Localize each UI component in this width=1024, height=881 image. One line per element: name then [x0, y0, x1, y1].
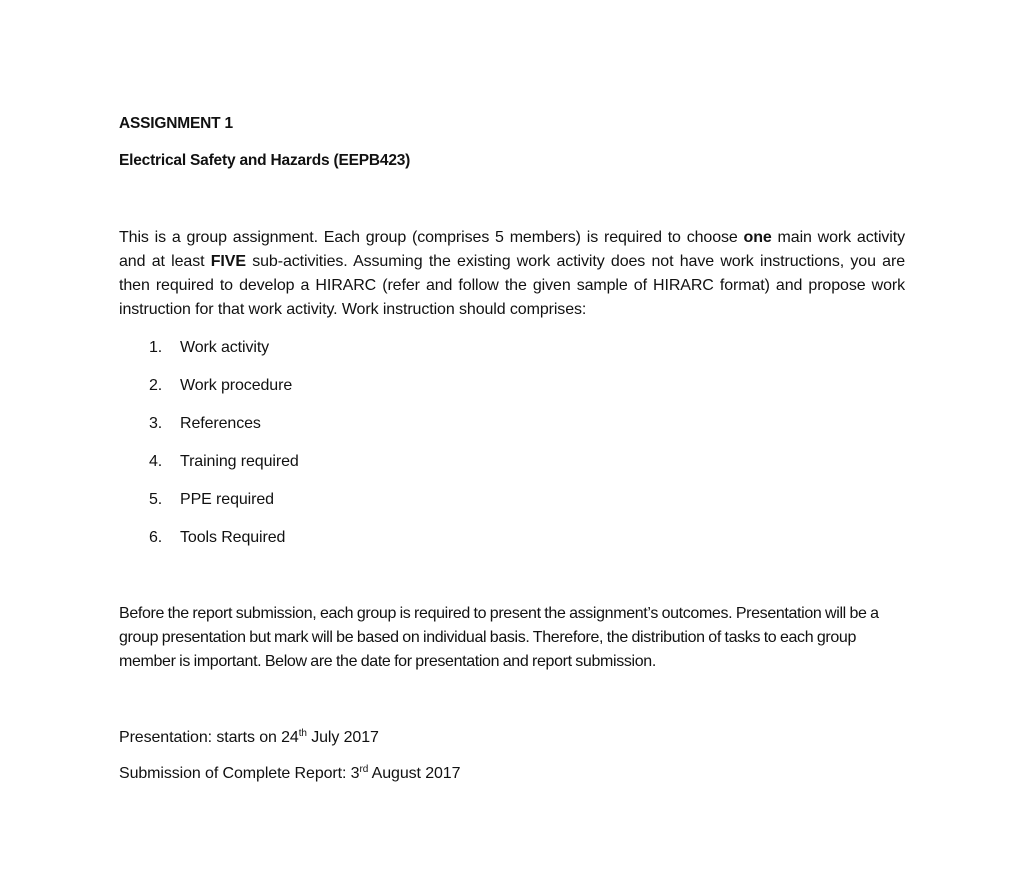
list-item-label: References	[180, 415, 261, 432]
list-item	[149, 527, 299, 565]
list-item-number: 1.	[149, 339, 163, 356]
work-instruction-list	[149, 337, 299, 565]
list-item	[149, 451, 299, 489]
submission-date-prefix: Submission of Complete Report: 3	[119, 765, 360, 782]
list-item-number: 2.	[149, 377, 163, 394]
list-item-number: 3.	[149, 415, 163, 432]
intro-text-part1: This is a group assignment. Each group (comprises 5 members) is required to choose	[119, 229, 744, 246]
presentation-date	[119, 727, 379, 749]
course-subtitle: Electrical Safety and Hazards (EEPB423)	[119, 152, 411, 169]
presentation-date-prefix: Presentation: starts on 24	[119, 729, 299, 746]
list-item	[149, 489, 299, 527]
intro-paragraph	[119, 226, 905, 322]
list-item-number: 4.	[149, 453, 163, 470]
presentation-paragraph: Before the report submission, each group is required to present the assignment’s outcomes. Presentation will be a group presentation but mark will be based on individual basis. Therefore, the distribution of tasks to each group member is important. Below are the date for presentation and report submission.	[119, 605, 879, 670]
submission-date	[119, 763, 460, 785]
presentation-date-suffix: July 2017	[306, 729, 379, 746]
list-item-label: Work activity	[180, 339, 270, 356]
list-item-label: Tools Required	[180, 529, 286, 546]
intro-text-part2: main work activity and at least	[119, 229, 906, 270]
list-item-label: PPE required	[180, 491, 274, 508]
list-item-number: 6.	[149, 529, 163, 546]
list-item-label: Work procedure	[180, 377, 293, 394]
list-item	[149, 375, 299, 413]
submission-date-ordinal: rd	[359, 764, 369, 775]
list-item	[149, 337, 299, 375]
list-item	[149, 413, 299, 451]
list-item-number: 5.	[149, 491, 163, 508]
submission-date-suffix: August 2017	[368, 765, 461, 782]
intro-bold-five: FIVE	[210, 253, 246, 270]
list-item-label: Training required	[180, 453, 299, 470]
presentation-date-ordinal: th	[298, 728, 307, 739]
intro-bold-one: one	[743, 229, 772, 246]
assignment-title: ASSIGNMENT 1	[119, 115, 233, 132]
intro-text-part3: sub-activities. Assuming the existing work activity does not have work instructions, you are then required to develop a HIRARC (refer and follow the given sample of HIRARC format) and propose work instruction for that work activity. Work instruction should comprises:	[119, 253, 906, 318]
